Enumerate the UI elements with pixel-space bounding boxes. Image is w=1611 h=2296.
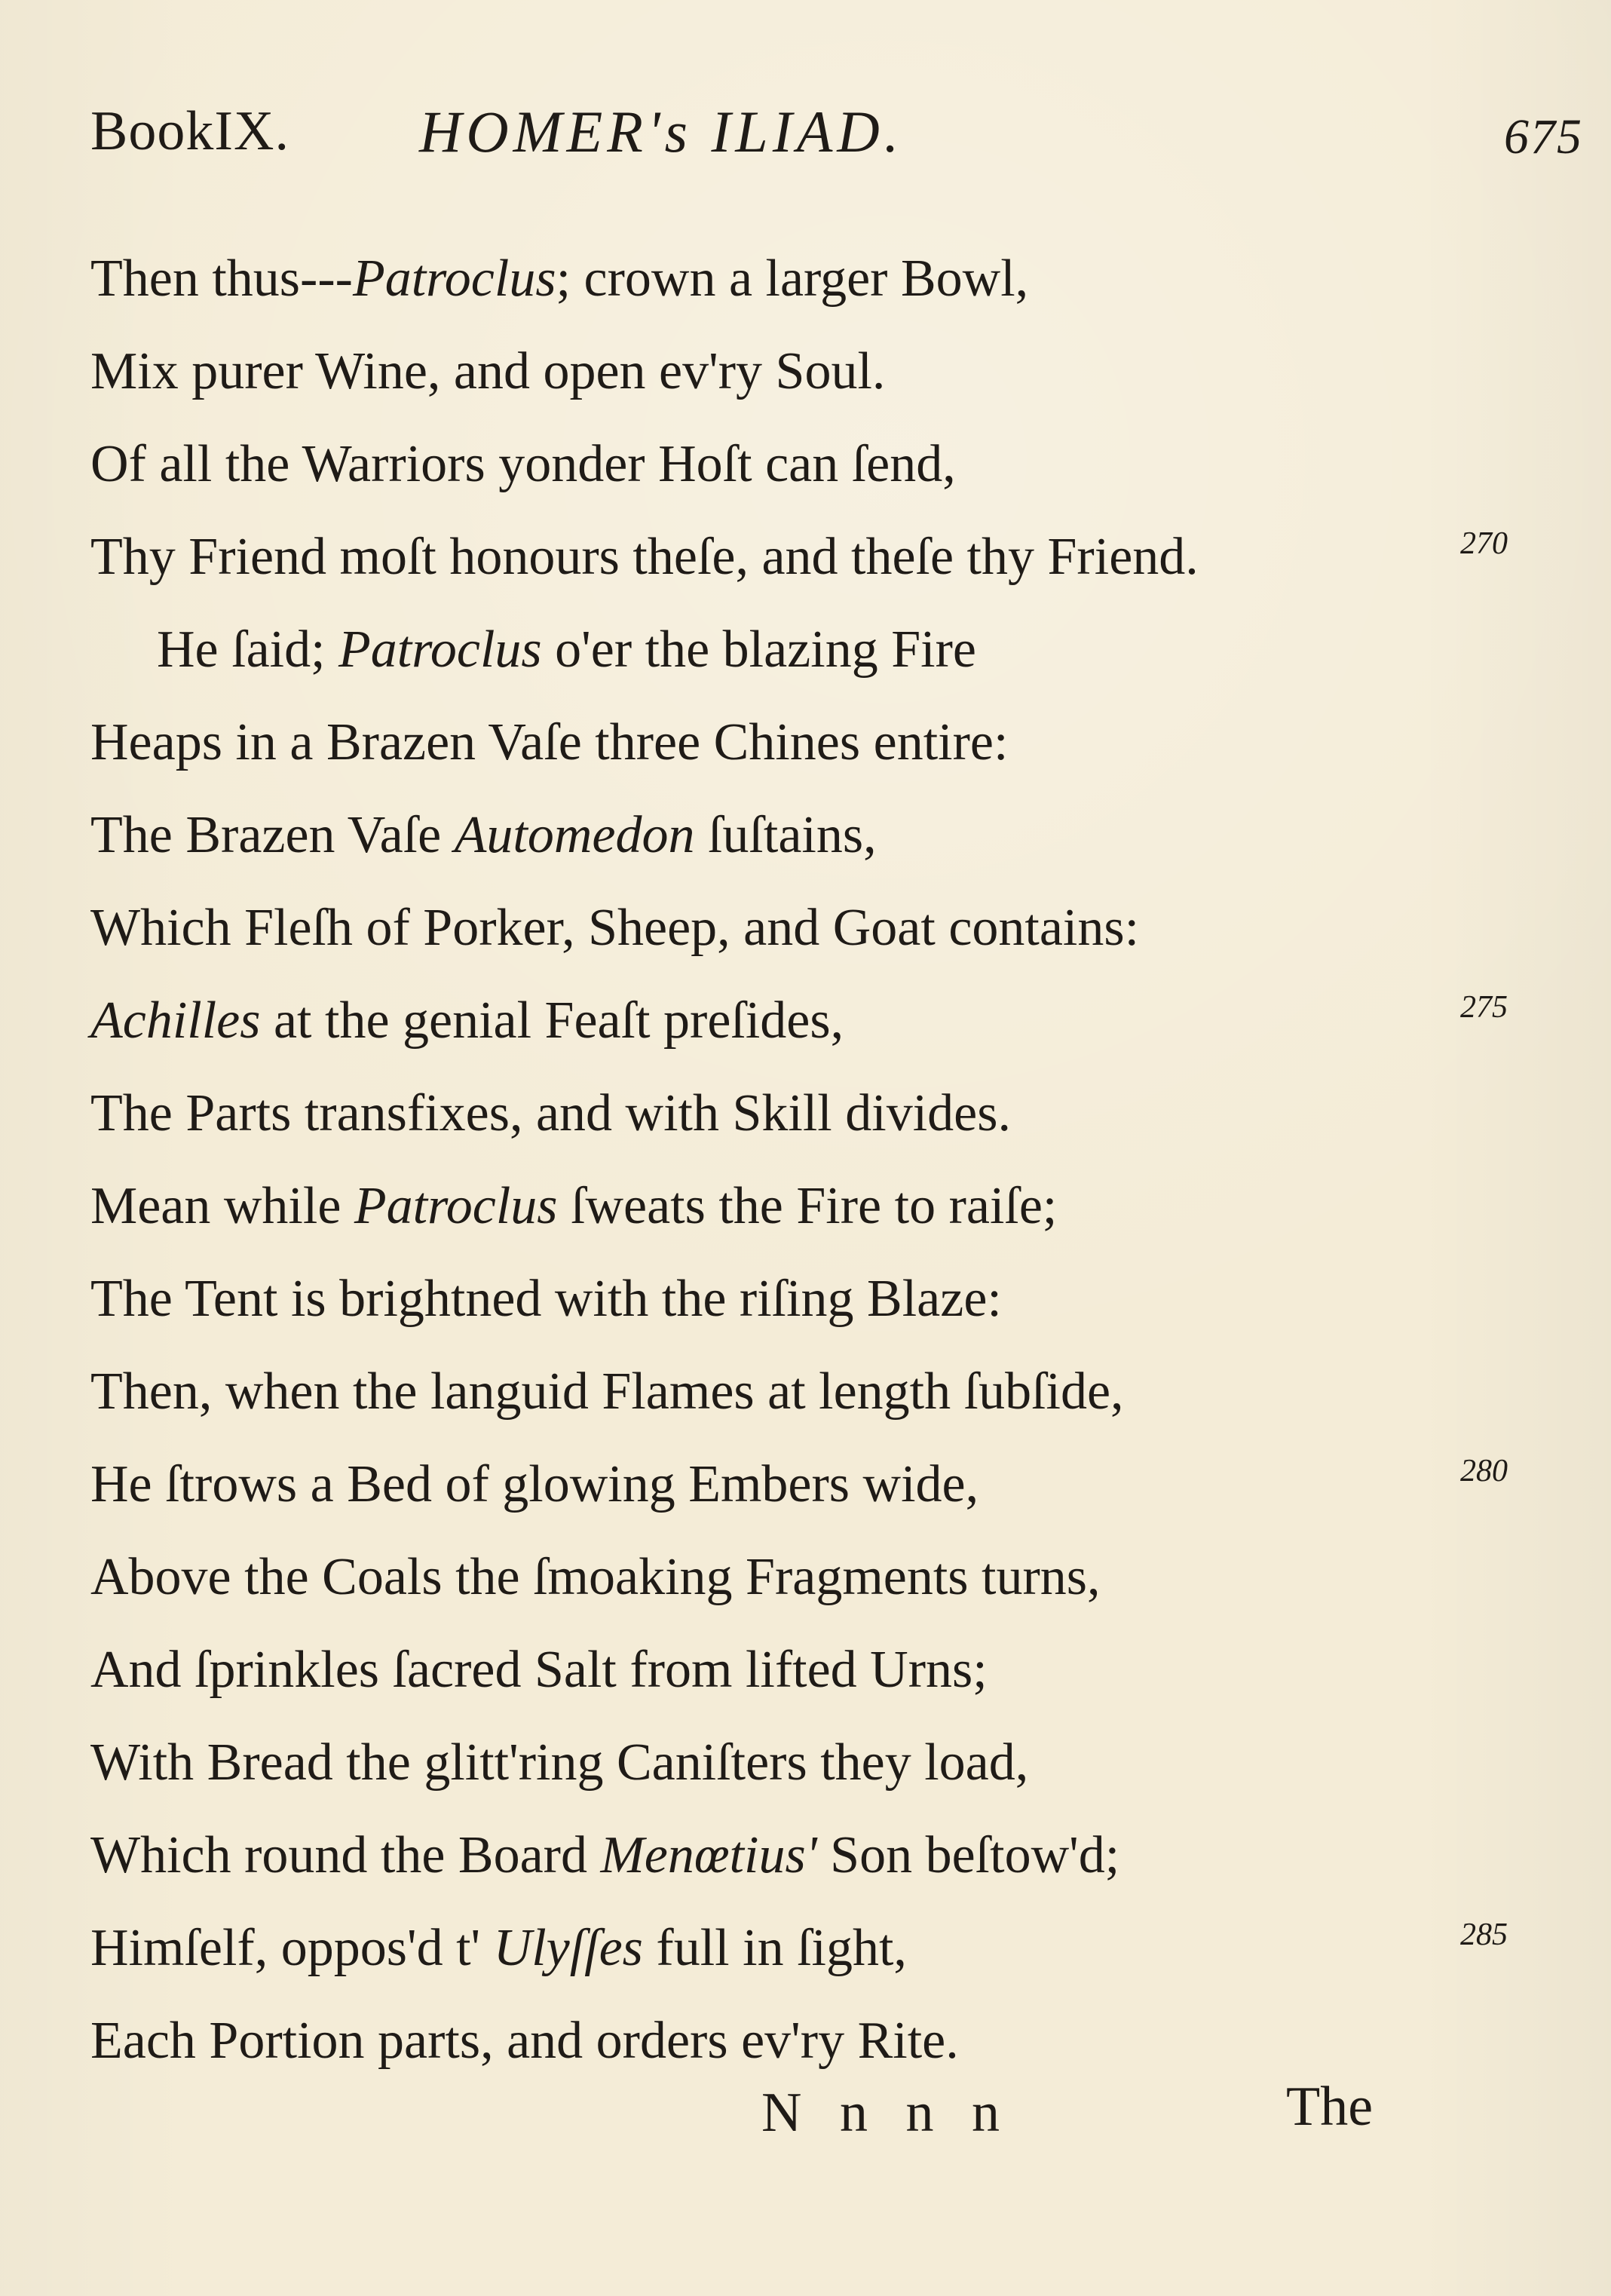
book-label: BookIX. xyxy=(90,100,289,162)
poem-line: Which round the Board Menœtius' Son beſtow'd; xyxy=(90,1826,1120,1884)
poem-line: Mean while Patroclus ſweats the Fire to raiſe; xyxy=(90,1177,1058,1235)
poem-line: The Parts transfixes, and with Skill divides. xyxy=(90,1084,1011,1142)
poem-line: Which Fleſh of Porker, Sheep, and Goat contains: xyxy=(90,899,1140,957)
poem-line: With Bread the glitt'ring Caniſters they load, xyxy=(90,1733,1029,1792)
poem-line: Achilles at the genial Feaſt preſides, 275 xyxy=(90,990,1508,1050)
line-number: 270 xyxy=(1460,526,1508,561)
line-number: 280 xyxy=(1460,1454,1508,1488)
poem-line: He ſaid; Patroclus o'er the blazing Fire xyxy=(157,621,976,679)
running-header xyxy=(90,100,1583,182)
poem-line: Thy Friend moſt honours theſe, and theſe thy Friend. 270 xyxy=(90,526,1508,586)
poem-line: Above the Coals the ſmoaking Fragments turns, xyxy=(90,1548,1101,1606)
line-number: 285 xyxy=(1460,1917,1508,1952)
poem-line: Himſelf, oppos'd t' Ulyſſes full in ſight, 285 xyxy=(90,1917,1508,1977)
line-number: 275 xyxy=(1460,990,1508,1025)
poem-line: Heaps in a Brazen Vaſe three Chines entire: xyxy=(90,713,1009,771)
poem-line: Each Portion parts, and orders ev'ry Rite. xyxy=(90,2012,959,2070)
running-title: HOMER's ILIAD. xyxy=(419,99,904,164)
poem-line: Mix purer Wine, and open ev'ry Soul. xyxy=(90,342,886,400)
poem-line: Then, when the languid Flames at length ſubſide, xyxy=(90,1363,1124,1421)
poem-line: The Tent is brightned with the riſing Blaze: xyxy=(90,1270,1002,1328)
poem-text xyxy=(90,232,1508,2087)
poem-line: And ſprinkles ſacred Salt from lifted Urns; xyxy=(90,1641,988,1699)
poem-line: Of all the Warriors yonder Hoſt can ſend, xyxy=(90,435,956,493)
page-footer xyxy=(0,2076,1611,2172)
catchword: The xyxy=(1286,2076,1374,2138)
poem-line: Then thus---Patroclus; crown a larger Bowl, xyxy=(90,250,1029,308)
page-number: 675 xyxy=(1504,109,1583,164)
poem-line: He ſtrows a Bed of glowing Embers wide, 280 xyxy=(90,1454,1508,1513)
signature-mark: N n n n xyxy=(761,2082,1012,2144)
poem-line: The Brazen Vaſe Automedon ſuſtains, xyxy=(90,806,877,864)
